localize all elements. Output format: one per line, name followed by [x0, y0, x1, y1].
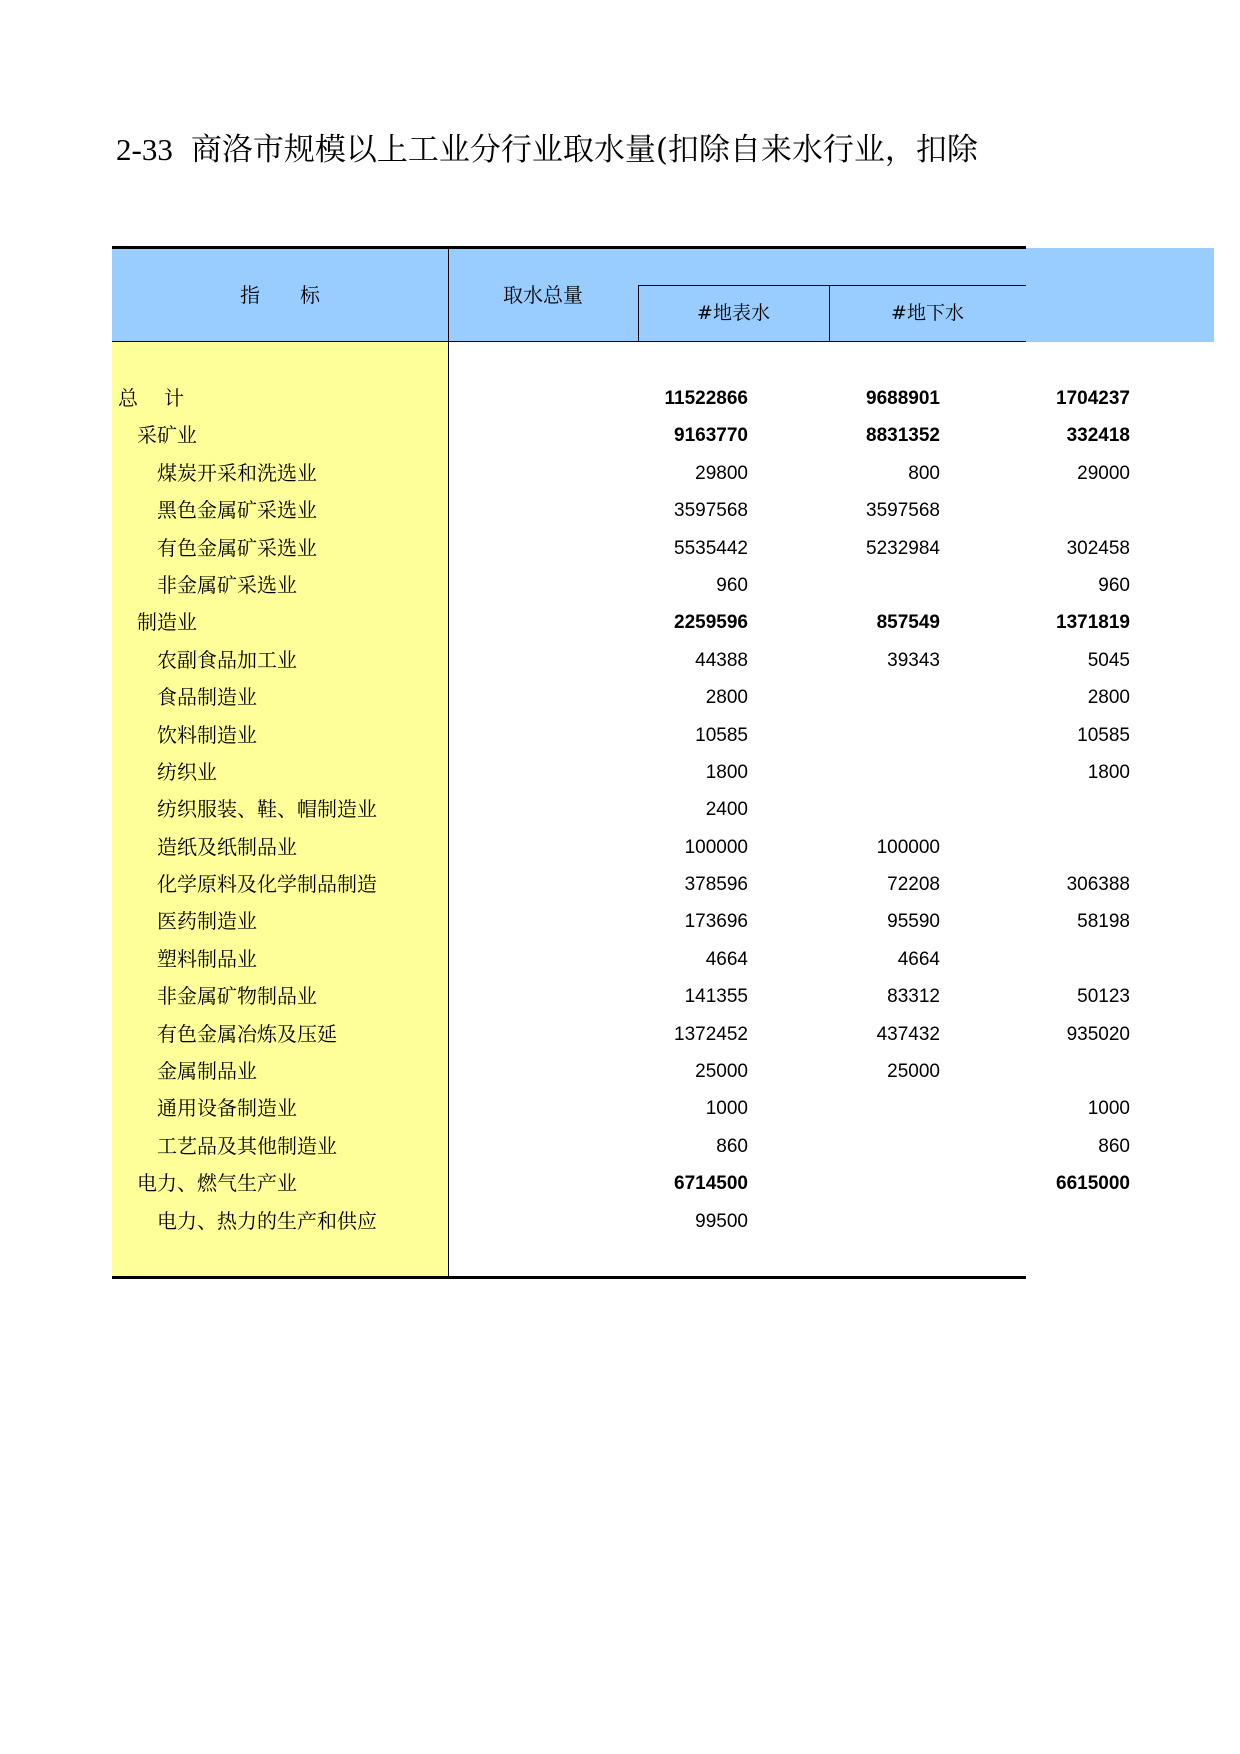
total-cell: 5535442	[674, 537, 748, 559]
header-indicator: 指 标	[240, 283, 320, 307]
ground-cell: 1371819	[1056, 612, 1130, 634]
table-row	[112, 978, 1130, 1015]
ground-cell	[944, 492, 1130, 529]
table-row	[112, 567, 1130, 604]
table-number: 2-33	[116, 132, 173, 167]
ground-cell: 302458	[1066, 537, 1130, 559]
total-cell: 2400	[705, 799, 748, 821]
total-cell: 44388	[695, 649, 748, 671]
total-cell: 2259596	[674, 612, 748, 634]
total-cell: 2800	[705, 687, 748, 709]
total-cell: 141355	[684, 986, 748, 1008]
surface-cell	[752, 791, 940, 828]
row-label: 煤炭开采和洗选业	[157, 460, 317, 485]
ground-cell: 50123	[1077, 986, 1130, 1008]
total-cell: 100000	[684, 836, 748, 858]
header-top-rule	[112, 246, 1026, 249]
ground-cell	[944, 1053, 1130, 1090]
total-cell: 6714500	[674, 1173, 748, 1195]
ground-cell: 306388	[1066, 874, 1130, 896]
table-row	[112, 1128, 1130, 1165]
row-label: 有色金属矿采选业	[157, 535, 317, 560]
header-surface: #地表水	[697, 302, 770, 324]
surface-cell	[752, 1203, 940, 1240]
surface-cell: 800	[908, 462, 940, 484]
total-cell: 99500	[695, 1210, 748, 1232]
surface-cell: 95590	[887, 911, 940, 933]
row-label: 采矿业	[137, 423, 197, 448]
total-cell: 4664	[705, 948, 748, 970]
surface-cell: 437432	[876, 1023, 940, 1045]
table-row	[112, 1090, 1130, 1127]
total-cell: 25000	[695, 1061, 748, 1083]
table-row	[112, 1053, 1026, 1090]
surface-cell: 4664	[897, 948, 940, 970]
ground-cell: 1704237	[1056, 388, 1130, 409]
table-row	[112, 791, 1026, 828]
row-label: 纺织业	[157, 759, 217, 784]
table-row	[112, 866, 1130, 903]
surface-cell	[752, 754, 940, 791]
table-row	[112, 1203, 1026, 1240]
surface-cell: 83312	[887, 986, 940, 1008]
row-label: 制造业	[137, 610, 197, 635]
table-bottom-rule	[112, 1276, 1026, 1279]
row-label: 塑料制品业	[157, 946, 257, 971]
table-row	[112, 530, 1130, 567]
surface-cell: 5232984	[866, 537, 940, 559]
row-label: 非金属矿采选业	[157, 572, 297, 597]
row-label: 电力、燃气生产业	[137, 1171, 297, 1196]
row-label: 医药制造业	[157, 909, 257, 934]
surface-cell	[752, 679, 940, 716]
total-cell: 11522866	[664, 388, 748, 409]
surface-cell	[752, 1128, 940, 1165]
ground-cell: 1000	[1087, 1098, 1130, 1120]
table-row	[112, 1165, 1130, 1202]
surface-cell	[752, 717, 940, 754]
surface-cell: 39343	[887, 649, 940, 671]
ground-cell: 58198	[1077, 911, 1130, 933]
header-ground: #地下水	[891, 302, 964, 324]
header-subgroup-rule	[638, 285, 1026, 286]
row-label: 黑色金属矿采选业	[157, 498, 317, 523]
table-row	[112, 455, 1130, 492]
surface-cell: 8831352	[866, 425, 940, 447]
ground-cell: 5045	[1087, 649, 1130, 671]
ground-cell: 6615000	[1056, 1173, 1130, 1195]
table-row	[112, 829, 1026, 866]
surface-cell	[752, 1165, 940, 1202]
total-cell: 1372452	[674, 1023, 748, 1045]
row-label: 造纸及纸制品业	[157, 834, 297, 859]
table-row	[112, 492, 1026, 529]
row-label: 金属制品业	[157, 1059, 257, 1084]
table-row	[112, 717, 1130, 754]
total-cell: 3597568	[674, 500, 748, 522]
surface-cell: 100000	[876, 836, 940, 858]
table-row	[112, 903, 1130, 940]
table-row	[112, 380, 1130, 417]
header-total: 取水总量	[503, 283, 583, 307]
row-label: 化学原料及化学制品制造	[157, 872, 377, 897]
ground-cell: 29000	[1077, 462, 1130, 484]
row-label: 总计	[118, 386, 210, 410]
total-cell: 378596	[684, 874, 748, 896]
row-label: 食品制造业	[157, 685, 257, 710]
total-cell: 29800	[695, 462, 748, 484]
ground-cell: 2800	[1087, 687, 1130, 709]
table-row	[112, 1016, 1130, 1053]
table-title-text: 商洛市规模以上工业分行业取水量(扣除自来水行业，扣除	[190, 132, 978, 168]
ground-cell	[944, 941, 1130, 978]
surface-cell: 857549	[876, 612, 940, 634]
surface-cell: 3597568	[866, 500, 940, 522]
surface-cell	[752, 1090, 940, 1127]
total-cell: 960	[716, 574, 748, 596]
ground-cell	[944, 791, 1130, 828]
row-label: 电力、热力的生产和供应	[157, 1208, 377, 1233]
row-label: 饮料制造业	[157, 722, 257, 747]
ground-cell: 10585	[1077, 724, 1130, 746]
ground-cell	[944, 1203, 1130, 1240]
row-label: 有色金属冶炼及压延	[157, 1021, 337, 1046]
table-title	[116, 128, 1036, 172]
table-row	[112, 417, 1130, 454]
row-label: 农副食品加工业	[157, 647, 297, 672]
ground-cell: 1800	[1087, 761, 1130, 783]
row-label: 通用设备制造业	[157, 1096, 297, 1121]
total-cell: 1800	[705, 761, 748, 783]
table-row	[112, 754, 1130, 791]
row-label: 纺织服装、鞋、帽制造业	[157, 797, 377, 822]
total-cell: 10585	[695, 724, 748, 746]
surface-cell: 25000	[887, 1061, 940, 1083]
row-label: 工艺品及其他制造业	[157, 1133, 337, 1158]
ground-cell: 960	[1098, 574, 1130, 596]
surface-cell: 72208	[887, 874, 940, 896]
table-row	[112, 941, 1026, 978]
ground-cell	[944, 829, 1130, 866]
total-cell: 1000	[705, 1098, 748, 1120]
ground-cell: 860	[1098, 1135, 1130, 1157]
table-row	[112, 604, 1130, 641]
total-cell: 173696	[684, 911, 748, 933]
ground-cell: 332418	[1066, 425, 1130, 447]
total-cell: 860	[716, 1135, 748, 1157]
row-label: 非金属矿物制品业	[157, 984, 317, 1009]
ground-cell: 935020	[1066, 1023, 1130, 1045]
total-cell: 9163770	[674, 425, 748, 447]
surface-cell	[752, 567, 940, 604]
surface-cell: 9688901	[866, 388, 940, 409]
table-row	[112, 679, 1130, 716]
table-row	[112, 642, 1130, 679]
table-body	[112, 380, 1130, 1240]
